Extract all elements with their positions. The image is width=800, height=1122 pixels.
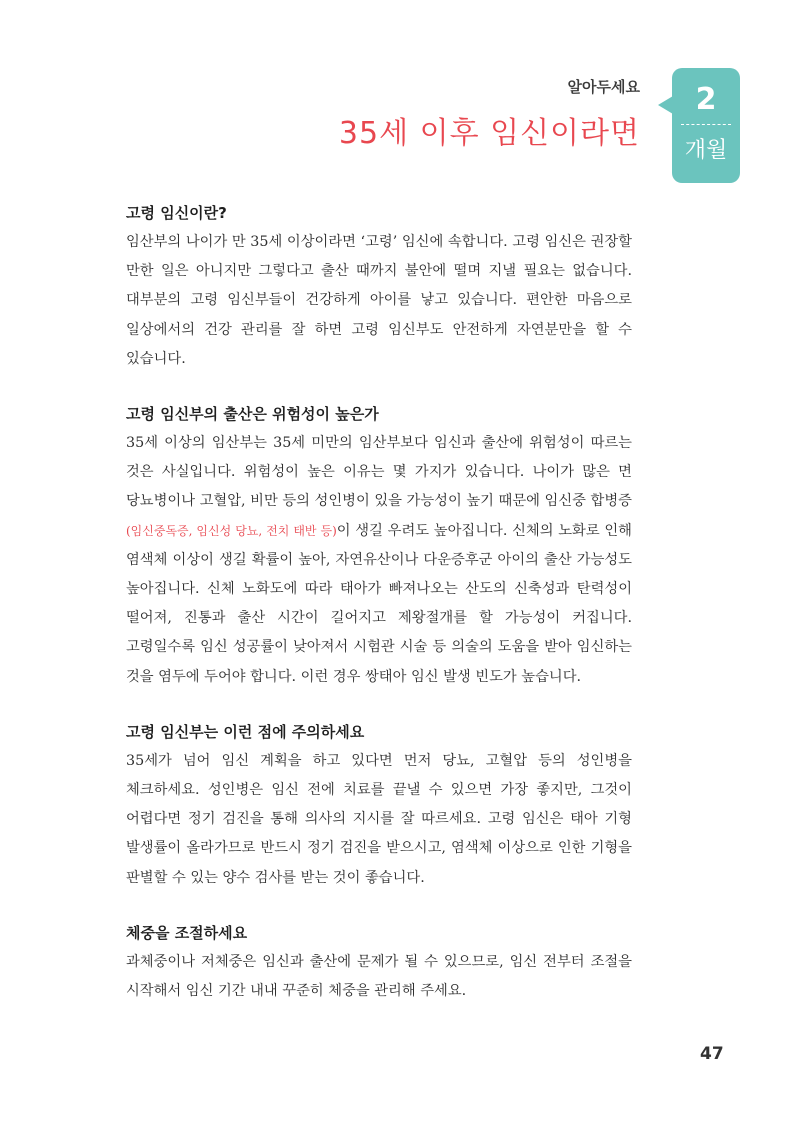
- section-precautions: [126, 719, 632, 893]
- section-paragraph: 35세가 넘어 임신 계획을 하고 있다면 먼저 당뇨, 고혈압 등의 성인병을 체크하세요. 성인병은 임신 전에 치료를 끝낼 수 있으면 가장 좋지만, 그것이 어렵다면 정기 검진을 통해 의사의 지시를 잘 따르세요. 고령 임신은 태아 기형 발생률이 올라가므로 반드시 정기 검진을 받으시고, 염색체 이상으로 인한 기형을 판별할 수 있는 양수 검사를 받는 것이 좋습니다.: [126, 752, 632, 886]
- section-weight-control: [126, 920, 632, 1006]
- section-paragraph: [126, 429, 632, 692]
- page-number: 47: [700, 1044, 724, 1064]
- section-delivery-risk: [126, 401, 632, 692]
- section-heading: 고령 임신이란?: [126, 204, 227, 222]
- section-paragraph: 임산부의 나이가 만 35세 이상이라면 ‘고령’ 임신에 속합니다. 고령 임신은 권장할 만한 일은 아니지만 그렇다고 출산 때까지 불안에 떨며 지낼 필요는 없습니다. 대부분의 고령 임신부들이 건강하게 아이를 낳고 있습니다. 편안한 마음으로 일상에서의 건강 관리를 잘 하면 고령 임신부도 안전하게 자연분만을 할 수 있습니다.: [126, 234, 632, 367]
- section-heading: 고령 임신부의 출산은 위험성이 높은가: [126, 405, 379, 424]
- month-number: 2: [695, 82, 717, 117]
- paragraph-text: 35세 이상의 임산부는 35세 미만의 임산부보다 임신과 출산에 위험성이 따르는 것은 사실입니다. 위험성이 높은 이유는 몇 가지가 있습니다. 나이가 많은 면 당뇨병이나 고혈압, 비만 등의 성인병이 있을 가능성이 높기 때문에 임신중 합병증: [126, 435, 632, 510]
- section-paragraph: 과체중이나 저체중은 임신과 출산에 문제가 될 수 있으므로, 임신 전부터 조절을 시작해서 임신 기간 내내 꾸준히 체중을 관리해 주세요.: [126, 953, 632, 1000]
- month-label: 개월: [684, 138, 728, 163]
- section-kicker: 알아두세요: [567, 78, 640, 96]
- section-advanced-maternal-age: [126, 200, 632, 374]
- month-divider: [681, 124, 731, 125]
- highlighted-note: (임신중독증, 임신성 당뇨, 전치 태반 등): [126, 523, 337, 538]
- month-tab: [672, 68, 740, 183]
- section-heading: 체중을 조절하세요: [126, 923, 248, 942]
- article-body: [126, 200, 632, 1033]
- paragraph-text: 이 생길 우려도 높아집니다. 신체의 노화로 인해 염색체 이상이 생길 확률이 높아, 자연유산이나 다운증후군 아이의 출산 가능성도 높아집니다. 신체 노화도에 따라 태아가 빠져나오는 산도의 신축성과 탄력성이 떨어져, 진통과 출산 시간이 길어지고 제왕절개를 할 가능성이 커집니다. 고령일수록 임신 성공률이 낮아져서 시험관 시술 등 의술의 도움을 받아 임신하는 것을 염두에 두어야 합니다. 이런 경우 쌍태아 임신 발생 빈도가 높습니다.: [126, 522, 632, 685]
- section-heading: 고령 임신부는 이런 점에 주의하세요: [126, 722, 365, 741]
- page-title: 35세 이후 임신이라면: [338, 116, 640, 151]
